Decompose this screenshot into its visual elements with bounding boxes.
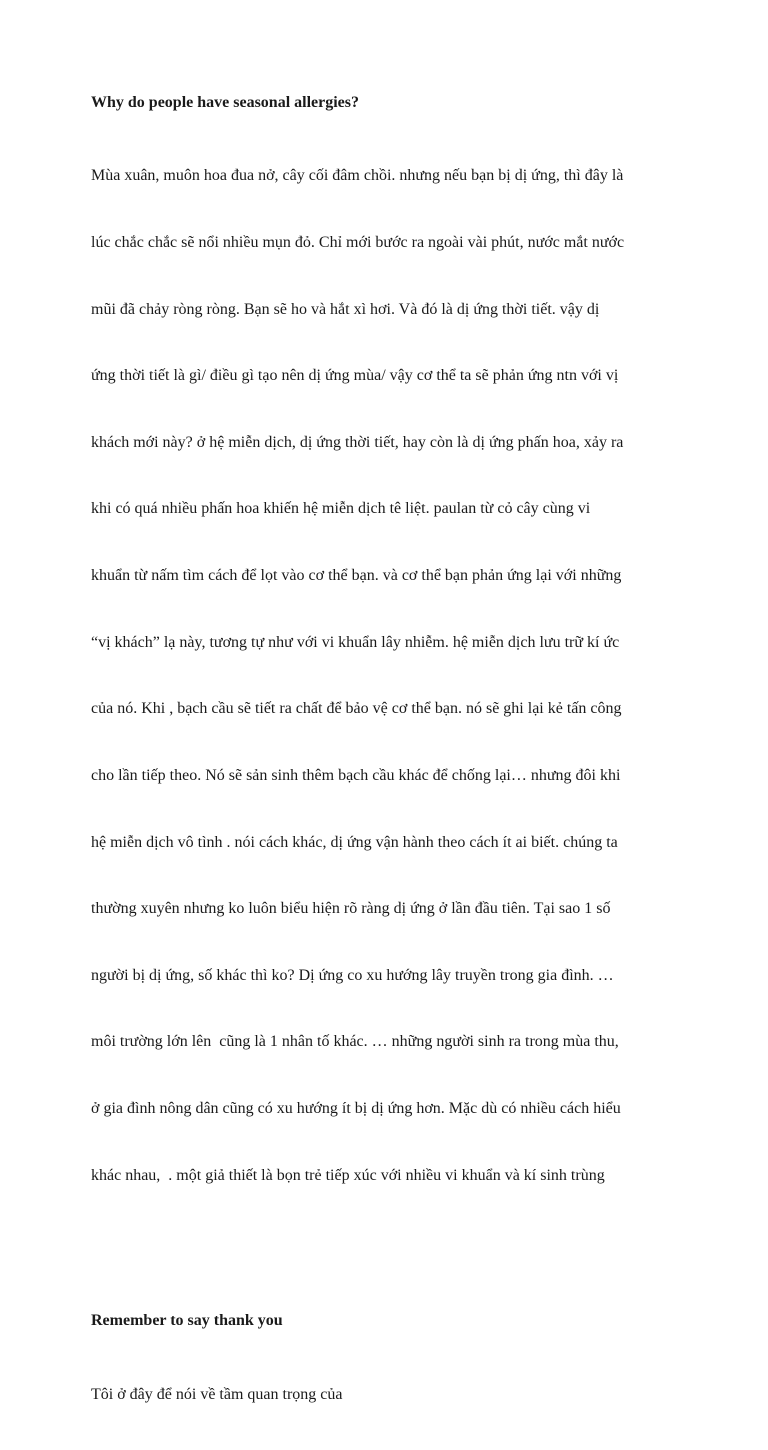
paragraph-line: ứng thời tiết là gì/ điều gì tạo nên dị ứng mùa/ vậy cơ thể ta sẽ phản ứng ntn với vị (91, 367, 619, 385)
paragraph-line: ở gia đình nông dân cũng có xu hướng ít bị dị ứng hơn. Mặc dù có nhiều cách hiểu (91, 1099, 621, 1117)
paragraph-line: khách mới này? ở hệ miễn dịch, dị ứng thời tiết, hay còn là dị ứng phấn hoa, xảy ra (91, 433, 624, 451)
section-paragraph (91, 1339, 691, 1450)
section-paragraph (91, 121, 691, 1231)
section-seasonal-allergies (91, 93, 691, 1231)
paragraph-line: của nó. Khi , bạch cầu sẽ tiết ra chất để bảo vệ cơ thể bạn. nó sẽ ghi lại kẻ tấn công (91, 700, 622, 718)
paragraph-line: môi trường lớn lên cũng là 1 nhân tố khác. … những người sinh ra trong mùa thu, (91, 1033, 619, 1051)
paragraph-line: cho lần tiếp theo. Nó sẽ sản sinh thêm bạch cầu khác để chống lại… nhưng đôi khi (91, 766, 621, 784)
document-body (91, 93, 691, 1450)
paragraph-line: “vị khách” lạ này, tương tự như với vi khuẩn lây nhiễm. hệ miễn dịch lưu trữ kí ức (91, 633, 620, 651)
paragraph-line: thường xuyên nhưng ko luôn biểu hiện rõ ràng dị ứng ở lần đầu tiên. Tại sao 1 số (91, 900, 611, 918)
paragraph-line: Mùa xuân, muôn hoa đua nở, cây cối đâm chồi. nhưng nếu bạn bị dị ứng, thì đây là (91, 167, 624, 185)
paragraph-line: lúc chắc chắc sẽ nổi nhiều mụn đỏ. Chỉ mới bước ra ngoài vài phút, nước mắt nước (91, 234, 625, 252)
paragraph-line: hệ miễn dịch vô tình . nói cách khác, dị ứng vận hành theo cách ít ai biết. chúng ta (91, 833, 618, 851)
paragraph-line: khi có quá nhiều phấn hoa khiến hệ miễn dịch tê liệt. paulan từ cỏ cây cùng vi (91, 500, 591, 518)
section-heading: Why do people have seasonal allergies? (91, 94, 360, 111)
paragraph-line: khác nhau, . một giả thiết là bọn trẻ tiếp xúc với nhiều vi khuẩn và kí sinh trùng (91, 1166, 605, 1184)
section-heading: Remember to say thank you (91, 1312, 283, 1330)
paragraph-line: người bị dị ứng, số khác thì ko? Dị ứng co xu hướng lây truyền trong gia đình. … (91, 966, 614, 984)
paragraph-line: khuẩn từ nấm tìm cách để lọt vào cơ thể bạn. và cơ thể bạn phản ứng lại với những (91, 567, 622, 585)
section-thank-you (91, 1311, 691, 1450)
paragraph-line: Tôi ở đây để nói về tầm quan trọng của (91, 1385, 343, 1403)
paragraph-line: mũi đã chảy ròng ròng. Bạn sẽ ho và hắt xì hơi. Và đó là dị ứng thời tiết. vậy dị (91, 300, 600, 318)
